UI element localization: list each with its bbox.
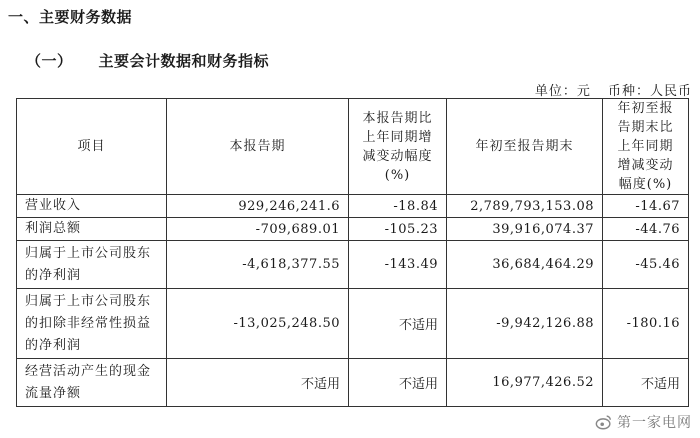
unit-label: 单位：元 (534, 84, 591, 99)
row-item: 归属于上市公司股东的扣除非经常性损益的净利润 (17, 289, 167, 359)
table-row (17, 218, 689, 241)
subsection-title (26, 50, 269, 71)
row-current: 929,246,241.6 (167, 195, 349, 218)
row-item: 利润总额 (17, 218, 167, 241)
row-current: -709,689.01 (167, 218, 349, 241)
row-ytd: 39,916,074.37 (447, 218, 603, 241)
subsection-label: 主要会计数据和财务指标 (98, 52, 270, 70)
row-change: 不适用 (349, 359, 447, 407)
row-ytd: -9,942,126.88 (447, 289, 603, 359)
row-ytd-change: 不适用 (603, 359, 689, 407)
unit-line (523, 80, 692, 99)
row-change: -18.84 (349, 195, 447, 218)
row-change: 不适用 (349, 289, 447, 359)
row-change: -105.23 (349, 218, 447, 241)
row-item: 归属于上市公司股东的净利润 (17, 241, 167, 289)
table-row (17, 359, 689, 407)
subsection-number: （一） (26, 52, 73, 70)
row-ytd: 16,977,426.52 (447, 359, 603, 407)
section-title: 一、主要财务数据 (8, 8, 133, 26)
header-current: 本报告期 (167, 99, 349, 195)
row-current: -4,618,377.55 (167, 241, 349, 289)
weibo-icon (595, 413, 613, 431)
header-item: 项目 (17, 99, 167, 195)
row-item: 营业收入 (17, 195, 167, 218)
row-current: -13,025,248.50 (167, 289, 349, 359)
financial-table (16, 98, 689, 407)
row-ytd-change: -14.67 (603, 195, 689, 218)
table-row (17, 289, 689, 359)
header-ytd-change: 年初至报告期末比上年同期增减变动幅度(%) (603, 99, 689, 195)
table-header-row (17, 99, 689, 195)
watermark (595, 412, 692, 432)
table-row (17, 195, 689, 218)
row-ytd-change: -44.76 (603, 218, 689, 241)
row-change: -143.49 (349, 241, 447, 289)
header-ytd: 年初至报告期末 (447, 99, 603, 195)
row-ytd: 36,684,464.29 (447, 241, 603, 289)
row-ytd: 2,789,793,153.08 (447, 195, 603, 218)
row-current: 不适用 (167, 359, 349, 407)
watermark-text: 第一家电网 (617, 415, 692, 431)
header-change: 本报告期比上年同期增减变动幅度(%) (349, 99, 447, 195)
row-item: 经营活动产生的现金流量净额 (17, 359, 167, 407)
currency-label: 币种：人民币 (607, 84, 692, 99)
row-ytd-change: -180.16 (603, 289, 689, 359)
table-row (17, 241, 689, 289)
row-ytd-change: -45.46 (603, 241, 689, 289)
